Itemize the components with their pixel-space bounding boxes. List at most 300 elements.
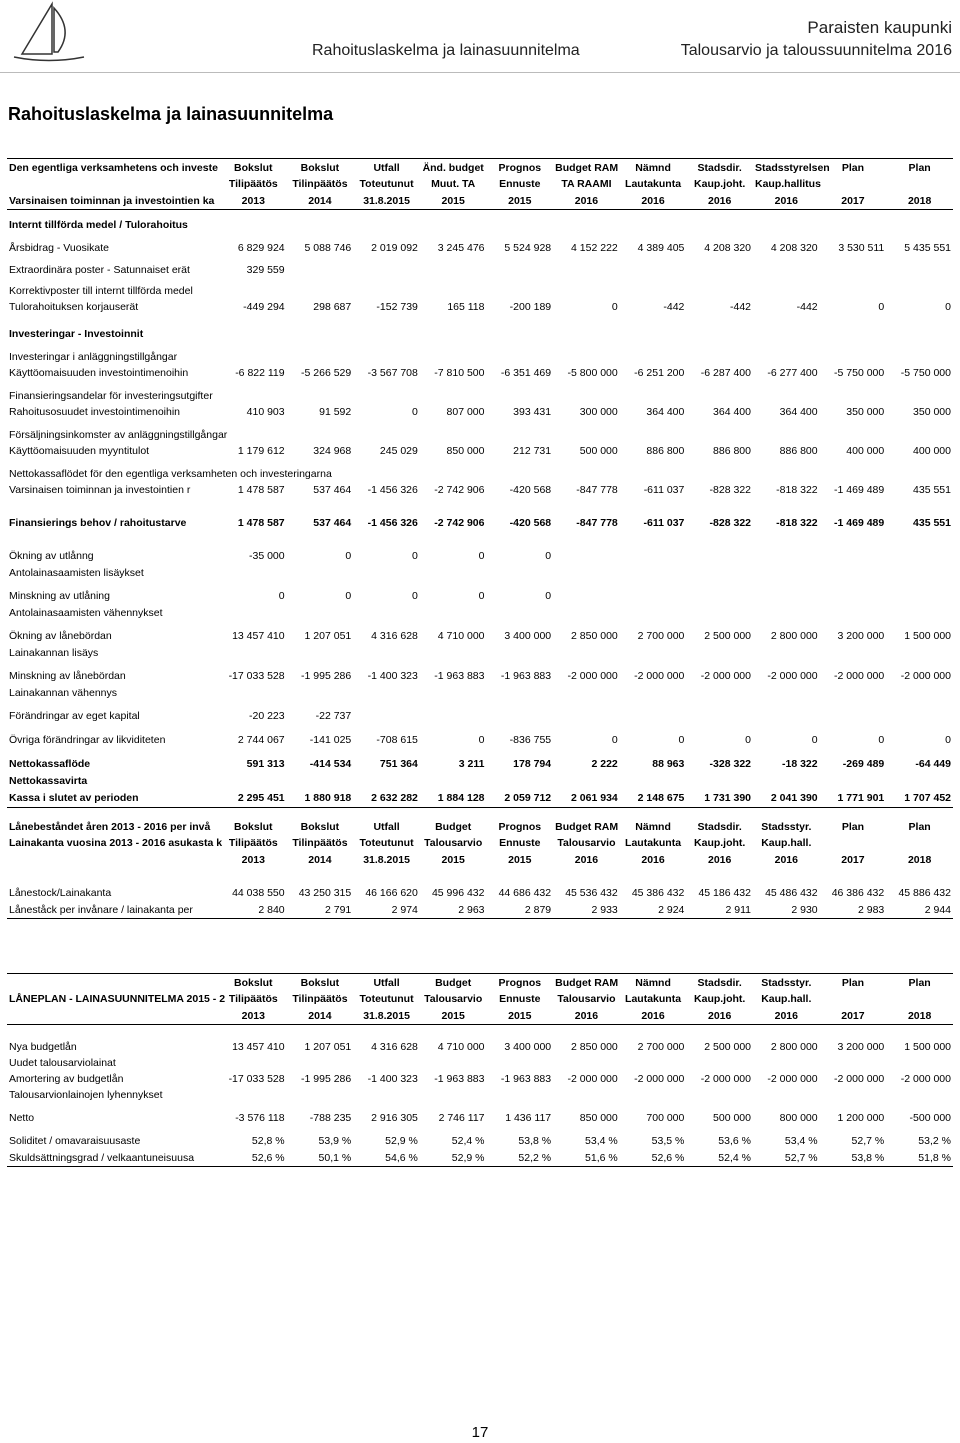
sailboat-logo (8, 2, 90, 62)
cell (487, 1087, 554, 1103)
cell (886, 772, 953, 789)
cell (220, 349, 287, 364)
row-label: Årsbidrag - Vuosikate (9, 241, 109, 254)
cell (487, 644, 554, 661)
cell: -2 000 000 (834, 669, 885, 682)
cell: 4 316 628 (371, 1041, 418, 1053)
cell: 2 983 (820, 901, 887, 919)
cell: 2016 (753, 192, 820, 210)
cell: Plan (908, 820, 931, 833)
cell (686, 349, 753, 364)
table-row (7, 1087, 953, 1103)
row-label: Talousarvionlainojen lyhennykset (9, 1089, 163, 1101)
cell (686, 427, 753, 442)
cell: 2016 (753, 1007, 820, 1025)
cell (553, 325, 620, 342)
cell: Lautakunta (625, 993, 682, 1005)
row-label: Lainakannan vähennys (9, 686, 118, 699)
spacer-row (7, 498, 953, 514)
row-label: Låneståck per invånare / lainakanta per (7, 901, 220, 919)
cell: 591 313 (246, 757, 285, 770)
table-row (7, 667, 953, 684)
row-label: Käyttöomaisuuden myyntitulot (9, 444, 150, 457)
cell: 410 903 (246, 405, 285, 418)
cell (620, 283, 687, 298)
cell: -1 963 883 (434, 1073, 485, 1085)
cell: Plan (886, 159, 953, 177)
cell: 350 000 (913, 405, 951, 418)
spacer-row (7, 459, 953, 466)
section-title (7, 325, 953, 342)
table-row (7, 547, 953, 564)
cell: 2015 (487, 1007, 554, 1025)
cell: 2016 (686, 1007, 753, 1025)
cell: 1 500 000 (904, 629, 951, 642)
cell: 53,8 % (518, 1134, 552, 1147)
cell: 2 916 305 (371, 1111, 418, 1124)
row-label: Minskning av utlåning (9, 589, 110, 602)
cell (487, 604, 554, 621)
summary-row (7, 755, 953, 772)
cell: Toteutunut (359, 837, 414, 849)
cell (353, 349, 420, 364)
cell: 2013 (220, 192, 287, 210)
cell: -788 235 (309, 1111, 352, 1124)
spacer-row (7, 1025, 953, 1040)
cell: 0 (478, 734, 485, 746)
table-row (7, 442, 953, 459)
cell: 2 944 (886, 901, 953, 919)
cell: 1 179 612 (237, 444, 285, 457)
organization-name: Paraisten kaupunki (807, 18, 952, 37)
cell: 53,8 % (820, 1149, 887, 1167)
cell: -847 778 (576, 516, 618, 529)
cell: 0 (945, 300, 951, 313)
cell: 2016 (708, 853, 732, 866)
cell (753, 707, 820, 725)
cell: 0 (545, 589, 552, 602)
cell: -2 000 000 (567, 669, 618, 682)
summary-row (7, 772, 953, 789)
cell (420, 1087, 487, 1103)
cell: -200 189 (509, 300, 552, 313)
table-row (7, 427, 953, 442)
cell (620, 684, 687, 701)
cell (220, 283, 287, 298)
cell (820, 325, 887, 342)
cell (886, 991, 953, 1007)
cell: 2018 (907, 853, 932, 866)
table-row (7, 239, 953, 256)
cell: Budget RAM (553, 159, 620, 177)
cell: Lautakunta (625, 178, 682, 190)
cell: -1 963 883 (500, 1073, 552, 1085)
cell: Budget RAM (553, 974, 620, 992)
cell: 2016 (641, 853, 665, 866)
cell: -6 287 400 (700, 366, 751, 379)
cell (820, 349, 887, 364)
cell: Lautakunta (625, 837, 682, 849)
cell (220, 325, 287, 342)
cell: Bokslut (287, 974, 354, 992)
cell: Talousarvio (424, 837, 483, 849)
cell: -420 568 (509, 516, 552, 529)
cell: Toteutunut (359, 178, 414, 190)
row-label: Varsinaisen toiminnan ja investointien ka (7, 192, 220, 210)
cell: 0 (945, 734, 951, 746)
cell: 2015 (420, 192, 487, 210)
cell (686, 1055, 753, 1071)
cell: Kaup.joht. (694, 837, 746, 849)
cell: -269 489 (842, 757, 885, 770)
cell: 52,4 % (451, 1134, 485, 1147)
cell (353, 564, 420, 581)
cell: 1 731 390 (686, 789, 753, 808)
cell: 435 551 (913, 483, 951, 496)
row-label: LÅNEPLAN - LAINASUUNNITELMA 2015 - 2 (9, 993, 226, 1005)
row-label (7, 176, 220, 192)
cell (553, 261, 620, 278)
cell: -708 615 (376, 734, 418, 746)
cell: 31.8.2015 (353, 1007, 420, 1025)
table-row (7, 731, 953, 749)
cell: Tilipäätös (228, 993, 278, 1005)
row-label: Investeringar i anläggningstillgångar (9, 350, 178, 363)
row-label: Finansieringsandelar för investeringsutgifter (9, 389, 213, 402)
cell (753, 547, 820, 564)
cell: 2 295 451 (220, 789, 287, 808)
cell (886, 564, 953, 581)
cell: 52,4 % (686, 1149, 753, 1167)
cell (487, 427, 554, 442)
cell (886, 707, 953, 725)
cell: 850 000 (446, 444, 485, 457)
cell (686, 604, 753, 621)
row-label (7, 974, 220, 992)
cell: Kaup.joht. (694, 993, 746, 1005)
cell: -328 322 (709, 757, 751, 770)
header-left-title: Rahoituslaskelma ja lainasuunnitelma (312, 42, 580, 59)
cell (620, 466, 687, 481)
cell: 1 207 051 (304, 629, 352, 642)
cell: Tilipäätös (228, 178, 278, 190)
cell: 31.8.2015 (363, 853, 410, 866)
cell (220, 1055, 287, 1071)
cell: 0 (745, 734, 751, 746)
cell (420, 644, 487, 661)
cell: 53,9 % (318, 1134, 352, 1147)
cell: 46 166 620 (365, 886, 418, 899)
cell: 298 687 (313, 300, 352, 313)
cell: -1 995 286 (301, 669, 352, 682)
row-label: Övriga förändringar av likviditeten (9, 734, 166, 746)
cell (686, 547, 753, 564)
cell (353, 216, 420, 233)
cell: 800 000 (779, 1111, 818, 1124)
row-label: Försäljningsinkomster av anläggningstillgångar (9, 428, 228, 441)
cell: -2 000 000 (634, 669, 685, 682)
spacer-row (7, 342, 953, 349)
cell (686, 564, 753, 581)
cell: Budget (420, 974, 487, 992)
cell: Prognos (487, 974, 554, 992)
spacer-row (7, 420, 953, 427)
cell (753, 388, 820, 403)
cell: -5 800 000 (567, 366, 618, 379)
row-label: Lainakannan lisäys (9, 646, 99, 659)
cell: 300 000 (579, 405, 618, 418)
cell (553, 283, 620, 298)
cell: 53,5 % (651, 1134, 685, 1147)
cell: Ennuste (499, 837, 541, 849)
header-row (7, 974, 953, 992)
cell (287, 388, 354, 403)
cell: Budget RAM (555, 820, 619, 833)
cell: 400 000 (913, 444, 951, 457)
cell: 1 436 117 (505, 1111, 552, 1124)
cell (886, 1055, 953, 1071)
cell (287, 772, 354, 789)
cell (287, 427, 354, 442)
header-row (7, 851, 953, 868)
cell (686, 684, 753, 701)
cell: 751 364 (379, 757, 418, 770)
row-label: Investeringar - Investoinnit (9, 327, 144, 340)
spacer-row (7, 315, 953, 325)
cell (553, 427, 620, 442)
cell (553, 684, 620, 701)
cell: Utfall (353, 159, 420, 177)
cell (820, 1055, 887, 1071)
cell: 700 000 (646, 1111, 685, 1124)
cell: 51,6 % (553, 1149, 620, 1167)
cell: Plan (886, 974, 953, 992)
cell (487, 466, 554, 481)
row-label: Antolainasaamisten lisäykset (9, 566, 144, 579)
cell: 212 731 (513, 444, 552, 457)
cell: 2016 (553, 1007, 620, 1025)
cell: -5 266 529 (301, 366, 352, 379)
cell (220, 772, 287, 789)
cell (287, 349, 354, 364)
cell: 1 478 587 (237, 483, 285, 496)
cell (886, 684, 953, 701)
row-label: Lainakanta vuosina 2013 - 2016 asukasta k (9, 837, 223, 849)
header-row (7, 192, 953, 210)
cell (686, 283, 753, 298)
cell (820, 466, 887, 481)
table-row (7, 884, 953, 901)
cell: 886 800 (713, 444, 751, 457)
header-row (7, 835, 953, 851)
cell: -2 000 000 (900, 1073, 951, 1085)
cell: 3 245 476 (437, 241, 485, 254)
cell: 2 061 934 (553, 789, 620, 808)
spacer-row (7, 868, 953, 884)
cell: TA RAAMI (561, 178, 612, 190)
cell (420, 772, 487, 789)
cell: 46 386 432 (831, 886, 885, 899)
row-label: Antolainasaamisten vähennykset (9, 606, 163, 619)
cell (353, 1055, 420, 1071)
cell: Budget (435, 820, 472, 833)
cell: 2 632 282 (353, 789, 420, 808)
table-row (7, 901, 953, 919)
cell (886, 466, 953, 481)
cell (886, 427, 953, 442)
header-row (7, 159, 953, 177)
cell: 2016 (686, 192, 753, 210)
cell: -17 033 528 (228, 669, 285, 682)
cell: -20 223 (249, 710, 285, 722)
page-number: 17 (471, 1424, 489, 1441)
cell: -2 742 906 (434, 516, 485, 529)
cell: 45 536 432 (565, 886, 618, 899)
cell: 4 710 000 (437, 1041, 485, 1053)
cell: Nämnd (620, 974, 687, 992)
row-label: Nettokassavirta (9, 774, 88, 787)
cell (487, 1055, 554, 1071)
cell: 2015 (487, 192, 554, 210)
cell: 400 000 (846, 444, 885, 457)
cell (886, 325, 953, 342)
cell: -3 567 708 (367, 366, 418, 379)
cell (886, 1087, 953, 1103)
cell (420, 349, 487, 364)
cell: Tilipäätös (228, 837, 278, 849)
cell: 2014 (308, 853, 332, 866)
cell (487, 564, 554, 581)
cell (287, 261, 354, 278)
cell: 1 207 051 (304, 1041, 352, 1053)
cell: 2013 (241, 853, 265, 866)
cell (353, 283, 420, 298)
cell (620, 261, 687, 278)
cell: 2 930 (753, 901, 820, 919)
cell (753, 216, 820, 233)
cell: 45 996 432 (431, 886, 485, 899)
cell: 1 707 452 (886, 789, 953, 808)
row-label: Soliditet / omavaraisuusaste (9, 1134, 141, 1147)
cell: Talousarvio (557, 837, 616, 849)
cell: 53,4 % (784, 1134, 818, 1147)
cell: 0 (611, 734, 618, 746)
cell (287, 1055, 354, 1071)
cell: 31.8.2015 (353, 192, 420, 210)
spacer-row (7, 381, 953, 388)
cell (620, 427, 687, 442)
cell: Prognos (498, 820, 542, 833)
cell (686, 1087, 753, 1103)
cell: Bokslut (220, 974, 287, 992)
cell: -2 000 000 (634, 1073, 685, 1085)
cell: 2 800 000 (770, 1041, 818, 1053)
row-label: Nettokassaflödet för den egentliga verksamheten och investeringarna (9, 467, 332, 480)
cell: -2 000 000 (700, 1073, 751, 1085)
cell: 45 386 432 (631, 886, 685, 899)
cell: 5 088 746 (304, 241, 352, 254)
cell: -141 025 (309, 734, 352, 746)
cell (686, 325, 753, 342)
cell: -828 322 (709, 483, 751, 496)
cell: Bokslut (300, 820, 340, 833)
cell: 3 200 000 (837, 1041, 885, 1053)
cell (753, 325, 820, 342)
cell (420, 466, 487, 481)
cell (353, 772, 420, 789)
cell: -6 351 469 (500, 366, 552, 379)
cell: 2 840 (220, 901, 287, 919)
cell (353, 261, 420, 278)
cell: 329 559 (246, 263, 285, 276)
table-row (7, 261, 953, 278)
cell (353, 644, 420, 661)
cell: 3 400 000 (504, 1041, 552, 1053)
cell (753, 466, 820, 481)
cell: 2 700 000 (637, 1041, 685, 1053)
cell: 51,8 % (886, 1149, 953, 1167)
cell (420, 564, 487, 581)
cell: -828 322 (709, 516, 751, 529)
cell (220, 216, 287, 233)
cell (620, 707, 687, 725)
cell: 2017 (820, 192, 887, 210)
table-row (7, 564, 953, 581)
row-label: Extraordinära poster - Satunnaiset erät (9, 263, 190, 276)
cell (487, 261, 554, 278)
cell (886, 835, 953, 851)
cell: -2 000 000 (834, 1073, 885, 1085)
row-label: Finansierings behov / rahoitustarve (9, 516, 187, 529)
summary-row (7, 789, 953, 808)
cell: 0 (878, 300, 885, 313)
cell: 1 200 000 (837, 1111, 885, 1124)
cell (820, 388, 887, 403)
row-label: Kassa i slutet av perioden (7, 789, 220, 808)
row-label: Lånestock/Lainakanta (9, 886, 112, 899)
cell (886, 547, 953, 564)
cell: 52,7 % (753, 1149, 820, 1167)
table-row (7, 644, 953, 661)
cell (220, 427, 287, 442)
cell (686, 261, 753, 278)
cell: -6 822 119 (235, 366, 285, 379)
table-row (7, 604, 953, 621)
cell (686, 587, 753, 604)
cell: -2 000 000 (900, 669, 951, 682)
row-label: Nettokassaflöde (9, 757, 91, 770)
header-divider (0, 72, 960, 73)
cell: 52,6 % (220, 1149, 287, 1167)
cell: Ennuste (499, 993, 541, 1005)
cell (487, 707, 554, 725)
cell (820, 176, 887, 192)
cell: -6 277 400 (767, 366, 818, 379)
cell: -1 400 323 (367, 1073, 418, 1085)
cell (487, 388, 554, 403)
cell (220, 684, 287, 701)
cell (820, 644, 887, 661)
cell (886, 604, 953, 621)
cell: 52,9 % (385, 1134, 418, 1147)
cell: -64 449 (915, 757, 951, 770)
cell (886, 644, 953, 661)
cell: 0 (412, 405, 418, 418)
cell: 5 435 551 (904, 241, 951, 254)
cell: Plan (820, 974, 887, 992)
cell: Kaup.joht. (694, 178, 746, 190)
cell (420, 707, 487, 725)
